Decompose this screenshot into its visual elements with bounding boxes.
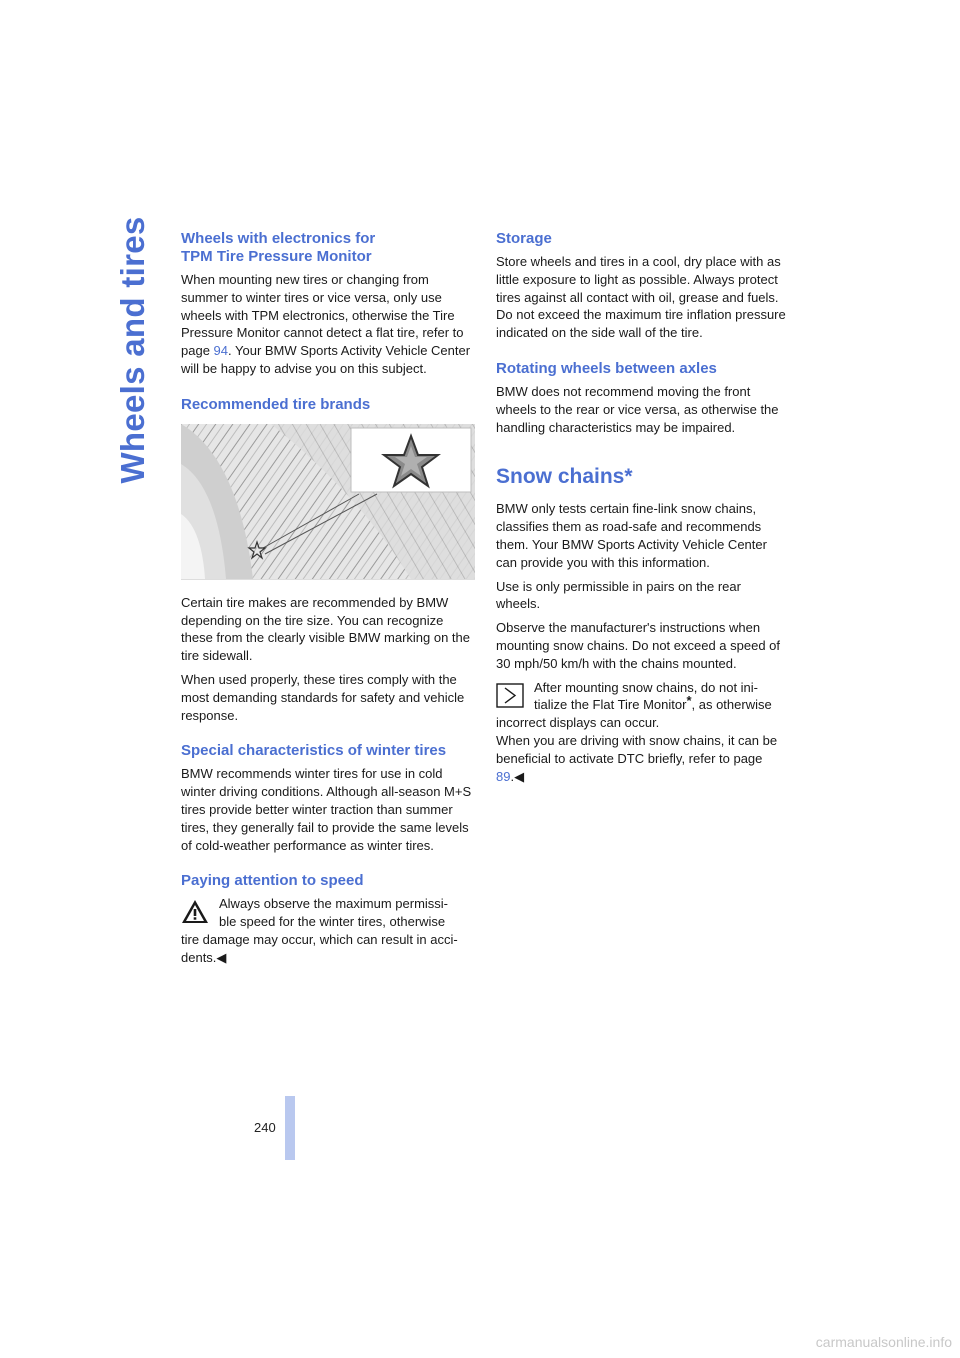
brands-paragraph-1: Certain tire makes are recommended by BMW depending on the tire size. You can recognize these from the clearly visible BMW marking on the tire sidewall. bbox=[181, 594, 470, 664]
snow-chains-heading: Snow chains* bbox=[496, 465, 633, 489]
tire-illustration bbox=[181, 424, 475, 579]
chains-note-rest-1: incorrect displays can occur. bbox=[496, 715, 660, 731]
watermark: carmanualsonline.info bbox=[815, 1334, 952, 1350]
speed-note-rest: tire damage may occur, which can result in acci-dents.◀ bbox=[181, 931, 458, 965]
speed-warning-note bbox=[181, 895, 476, 966]
brands-paragraph-2: When used properly, these tires comply with the most demanding standards for safety and vehicle response. bbox=[181, 671, 465, 723]
rotating-paragraph: BMW does not recommend moving the front wheels to the rear or vice versa, as otherwise the handling characteristics may be impaired. bbox=[496, 383, 779, 435]
chains-paragraph-2: Use is only permissible in pairs on the rear wheels. bbox=[496, 578, 741, 612]
page-link-89[interactable]: 89 bbox=[496, 768, 511, 784]
storage-paragraph: Store wheels and tires in a cool, dry place with as little exposure to light as possible. Always protect tires against all contact with oil, grease and fuels. Do not exceed the maximum tire inflation pressure indicated on the side wall of the tire. bbox=[496, 254, 786, 341]
option-star: * bbox=[686, 693, 692, 709]
speed-note-line-1: Always observe the maximum permissi- bbox=[219, 896, 449, 912]
chains-paragraph-3: Observe the manufacturer's instructions when mounting snow chains. Do not exceed a speed of 30 mph/50 km/h with the chains mounted. bbox=[496, 620, 781, 671]
tire-sidewall-figure bbox=[181, 424, 475, 580]
speed-heading: Paying attention to speed bbox=[181, 872, 364, 890]
speed-note-line-2: ble speed for the winter tires, otherwise bbox=[219, 914, 446, 930]
page-number: 240 bbox=[254, 1120, 276, 1135]
winter-paragraph: BMW recommends winter tires for use in cold winter driving conditions. Although all-season M+S tires provide better winter traction than summer tires, they generally fail to provide the same levels of cold-weather performance as winter tires. bbox=[181, 766, 472, 853]
tpm-heading: Wheels with electronics for TPM Tire Pressure Monitor bbox=[181, 230, 376, 265]
rotating-heading: Rotating wheels between axles bbox=[496, 359, 717, 377]
left-column bbox=[181, 230, 476, 973]
note-arrow-icon bbox=[496, 683, 524, 708]
page-link-94[interactable]: 94 bbox=[213, 343, 229, 359]
brands-heading: Recommended tire brands bbox=[181, 395, 371, 413]
chains-paragraph-1: BMW only tests certain fine-link snow chains, classifies them as road-safe and recommends them. Your BMW Sports Activity Vehicle Center can provide you with this information. bbox=[496, 501, 767, 570]
section-tab bbox=[110, 216, 155, 484]
chains-note-line-2: tialize the Flat Tire Monitor*, as otherwise bbox=[534, 693, 772, 713]
right-column bbox=[496, 230, 788, 791]
chains-info-note bbox=[496, 679, 788, 786]
page-marker-bar bbox=[285, 1096, 295, 1160]
end-mark: ◀ bbox=[514, 768, 525, 784]
winter-heading: Special characteristics of winter tires bbox=[181, 742, 447, 760]
chains-note-rest-2: When you are driving with snow chains, it can be beneficial to activate DTC briefly, refer to page 89.◀ bbox=[496, 732, 778, 784]
section-title: Wheels and tires bbox=[113, 216, 151, 484]
end-mark: ◀ bbox=[216, 949, 227, 965]
chains-note-line-1: After mounting snow chains, do not ini- bbox=[534, 679, 759, 695]
tpm-paragraph: When mounting new tires or changing from summer to winter tires or vice versa, only use wheels with TPM electronics, otherwise the Tire Pressure Monitor cannot detect a flat tire, refer to page 94. Your BMW Sports Activity Vehicle Center will be happy to advise you on this subject. bbox=[181, 272, 471, 376]
warning-triangle-icon bbox=[181, 899, 209, 924]
storage-heading: Storage bbox=[496, 230, 552, 247]
